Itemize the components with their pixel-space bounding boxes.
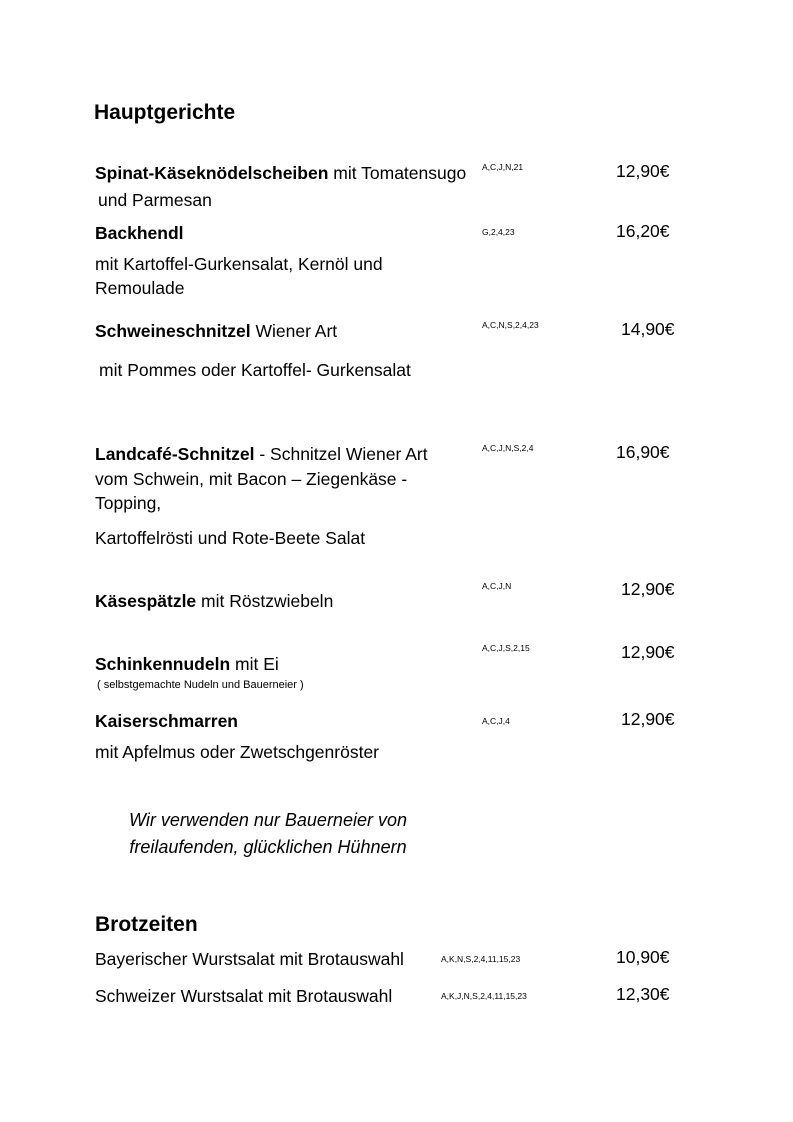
menu-item-name: Landcafé-Schnitzel [95,444,255,464]
menu-item-title [95,652,279,676]
allergen-codes: A,C,J,N,21 [482,162,524,172]
allergen-codes: A,C,N,S,2,4,23 [482,320,539,330]
menu-item-price: 12,90€ [621,579,675,599]
menu-item-name: Käsespätzle [95,591,197,611]
menu-item-name: Schweineschnitzel [95,321,251,341]
allergen-codes: G,2,4,23 [482,227,515,237]
allergen-codes: A,C,J,N,S,2,4 [482,443,534,453]
menu-item-description: vom Schwein, mit Bacon – Ziegenkäse - [95,469,408,489]
menu-item-title [95,589,333,613]
egg-note-line: Wir verwenden nur Bauerneier von [129,810,407,830]
menu-item-price: 14,90€ [621,319,675,339]
menu-item-description: Remoulade [95,278,185,298]
menu-item-description: mit Röstzwiebeln [196,591,334,611]
menu-item-price: 16,90€ [616,442,670,462]
allergen-codes: A,C,J,S,2,15 [482,643,530,653]
menu-item-name: Spinat-Käseknödelscheiben [95,163,329,183]
menu-item-description: mit Tomatensugo [328,163,467,183]
allergen-codes: A,C,J,4 [482,716,510,726]
menu-item-footnote: ( selbstgemachte Nudeln und Bauerneier ) [97,679,304,691]
egg-note [88,807,448,861]
menu-item-price: 12,30€ [616,984,670,1004]
menu-item-price: 12,90€ [616,161,670,181]
menu-item-price: 12,90€ [621,642,675,662]
menu-item-description: - Schnitzel Wiener Art [254,444,428,464]
menu-item-description: mit Kartoffel-Gurkensalat, Kernöl und [95,254,383,274]
menu-item-title [95,161,466,185]
menu-item-price: 10,90€ [616,947,670,967]
menu-item-name: Backhendl [95,223,184,243]
menu-item-description: Topping, [95,493,162,513]
menu-item-name: Schinkennudeln [95,654,231,674]
menu-item-description: mit Pommes oder Kartoffel- Gurkensalat [99,360,411,380]
allergen-codes: A,K,J,N,S,2,4,11,15,23 [441,991,527,1001]
menu-item-title [95,442,428,466]
menu-item-description: und Parmesan [98,190,212,210]
menu-item-description: Wiener Art [250,321,338,341]
egg-note-line: freilaufenden, glücklichen Hühnern [129,837,407,857]
menu-item-name: Schweizer Wurstsalat mit Brotauswahl [95,986,393,1006]
menu-item-price: 12,90€ [621,709,675,729]
menu-item-description: mit Apfelmus oder Zwetschgenröster [95,742,380,762]
menu-item-name: Bayerischer Wurstsalat mit Brotauswahl [95,949,404,969]
menu-item-description: Kartoffelrösti und Rote-Beete Salat [95,528,366,548]
section-heading-brotzeiten: Brotzeiten [95,913,198,936]
allergen-codes: A,K,N,S,2,4,11,15,23 [441,954,521,964]
section-heading-hauptgerichte: Hauptgerichte [94,101,236,124]
allergen-codes: A,C,J,N [482,581,512,591]
menu-item-title [95,319,337,343]
menu-item-description: mit Ei [230,654,279,674]
menu-item-name: Kaiserschmarren [95,711,238,731]
menu-item-price: 16,20€ [616,221,670,241]
